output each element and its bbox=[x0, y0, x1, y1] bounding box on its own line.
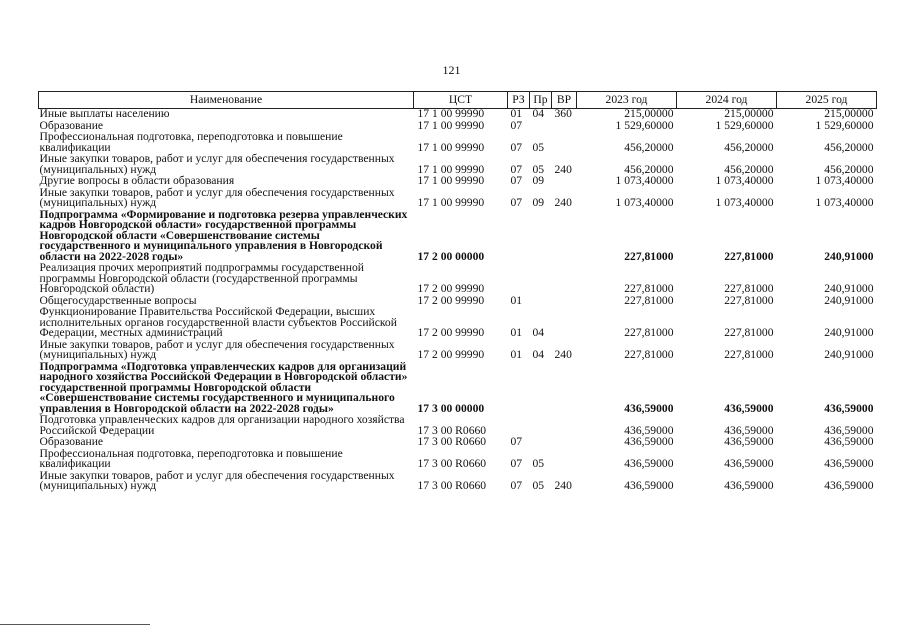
row-cst: 17 1 00 99990 bbox=[417, 107, 485, 120]
row-name: Общегосударственные вопросы bbox=[39, 293, 197, 307]
row-cst: 17 2 00 00000 bbox=[417, 249, 485, 263]
row-name: Иные закупки товаров, работ и услуг для обеспечения государственных (муниципальных) нужд bbox=[39, 152, 395, 176]
row-value-2024: 227,81000 bbox=[724, 348, 774, 361]
table-row bbox=[39, 188, 877, 210]
header-pr: Пр bbox=[530, 92, 552, 109]
row-cst: 17 2 00 99990 bbox=[417, 326, 485, 339]
header-name: Наименование bbox=[39, 92, 414, 109]
row-value-2024: 1 073,40000 bbox=[715, 196, 774, 209]
table-row bbox=[39, 210, 877, 264]
row-rz: 07 bbox=[510, 196, 523, 209]
row-value-2024: 227,81000 bbox=[724, 282, 774, 295]
row-value-2025: 456,20000 bbox=[824, 162, 874, 176]
row-value-2025: 436,59000 bbox=[824, 423, 874, 437]
row-cst: 17 2 00 99990 bbox=[417, 282, 485, 295]
row-pr: 05 bbox=[532, 457, 545, 470]
row-value-2023: 227,81000 bbox=[624, 249, 674, 263]
row-vr bbox=[552, 362, 577, 416]
row-value-2024: 1 073,40000 bbox=[715, 174, 774, 187]
row-name: Функционирование Правительства Российской Федерации, высших исполнительных органов государственной власти субъектов Российской Федерации, местных администраций bbox=[39, 305, 397, 339]
row-value-2025: 436,59000 bbox=[824, 479, 874, 492]
row-name: Профессиональная подготовка, переподготовка и повышение квалификации bbox=[39, 446, 343, 470]
row-value-2025: 456,20000 bbox=[824, 140, 874, 154]
row-pr: 05 bbox=[532, 162, 545, 176]
row-name: Иные выплаты населению bbox=[39, 107, 170, 120]
row-vr bbox=[552, 449, 577, 471]
table-row bbox=[39, 415, 877, 437]
row-cst: 17 2 00 99990 bbox=[417, 293, 485, 307]
table-row bbox=[39, 471, 877, 493]
row-rz: 01 bbox=[510, 348, 523, 361]
row-value-2025: 240,91000 bbox=[824, 282, 874, 295]
row-value-2023: 436,59000 bbox=[624, 479, 674, 492]
row-value-2023: 1 073,40000 bbox=[615, 196, 674, 209]
row-value-2023: 215,00000 bbox=[624, 107, 674, 120]
row-vr bbox=[552, 176, 577, 188]
row-rz: 07 bbox=[510, 435, 523, 448]
row-name: Образование bbox=[39, 118, 104, 132]
row-pr bbox=[530, 296, 552, 308]
row-rz: 07 bbox=[510, 174, 523, 187]
row-name: Подпрограмма «Подготовка управленческих кадров для организаций народного хозяйства Российской Федерации в Новгородской области» государственной программы Новгородской области «Совершенствование системы государственного и муниципального управления в Новгородской области на 2022-2028 годы» bbox=[39, 359, 408, 415]
row-pr bbox=[530, 263, 552, 296]
row-value-2023: 227,81000 bbox=[624, 282, 674, 295]
row-value-2023: 227,81000 bbox=[624, 293, 674, 307]
row-value-2024: 227,81000 bbox=[724, 249, 774, 263]
row-cst: 17 3 00 R0660 bbox=[417, 423, 487, 437]
table-row bbox=[39, 340, 877, 362]
row-value-2023: 456,20000 bbox=[624, 140, 674, 154]
header-2024: 2024 год bbox=[677, 92, 777, 109]
row-rz: 07 bbox=[510, 162, 523, 176]
row-name: Другие вопросы в области образования bbox=[39, 174, 235, 187]
row-rz bbox=[508, 263, 530, 296]
row-name: Подготовка управленческих кадров для организации народного хозяйства Российской Федерации bbox=[39, 413, 405, 437]
row-vr bbox=[552, 263, 577, 296]
table-row bbox=[39, 132, 877, 154]
row-value-2025: 1 073,40000 bbox=[815, 174, 874, 187]
row-value-2024: 436,59000 bbox=[724, 435, 774, 448]
header-2023: 2023 год bbox=[577, 92, 677, 109]
row-rz: 07 bbox=[510, 140, 523, 154]
row-value-2025: 240,91000 bbox=[824, 348, 874, 361]
row-cst: 17 3 00 00000 bbox=[417, 401, 485, 415]
row-value-2024: 1 529,60000 bbox=[715, 118, 774, 132]
row-value-2024: 436,59000 bbox=[724, 423, 774, 437]
row-cst: 17 3 00 R0660 bbox=[417, 435, 487, 448]
row-name: Реализация прочих мероприятий подпрограммы государственной программы Новгородской области (государственной программы Новгородской области) bbox=[39, 261, 364, 295]
row-rz bbox=[508, 210, 530, 264]
row-value-2023: 1 529,60000 bbox=[615, 118, 674, 132]
header-rz: РЗ bbox=[508, 92, 530, 109]
table-row bbox=[39, 362, 877, 416]
row-value-2025: 436,59000 bbox=[824, 457, 874, 470]
row-value-2024: 436,59000 bbox=[724, 401, 774, 415]
row-name: Иные закупки товаров, работ и услуг для обеспечения государственных (муниципальных) нужд bbox=[39, 468, 395, 492]
row-pr: 09 bbox=[532, 196, 545, 209]
row-value-2025: 240,91000 bbox=[824, 326, 874, 339]
table-row bbox=[39, 263, 877, 296]
row-value-2024: 436,59000 bbox=[724, 479, 774, 492]
row-rz bbox=[508, 362, 530, 416]
row-value-2023: 227,81000 bbox=[624, 326, 674, 339]
row-value-2024: 227,81000 bbox=[724, 326, 774, 339]
row-rz: 07 bbox=[510, 118, 523, 132]
row-value-2025: 215,00000 bbox=[824, 107, 874, 120]
row-vr bbox=[552, 296, 577, 308]
row-pr: 09 bbox=[532, 174, 545, 187]
row-value-2025: 1 529,60000 bbox=[815, 118, 874, 132]
row-value-2025: 1 073,40000 bbox=[815, 196, 874, 209]
row-value-2024: 227,81000 bbox=[724, 293, 774, 307]
table-header-row bbox=[39, 92, 877, 109]
row-value-2023: 436,59000 bbox=[624, 435, 674, 448]
row-vr: 240 bbox=[554, 162, 572, 176]
budget-table bbox=[38, 91, 877, 493]
row-vr: 240 bbox=[554, 479, 572, 492]
row-vr: 240 bbox=[554, 196, 572, 209]
row-cst: 17 1 00 99990 bbox=[417, 118, 485, 132]
row-rz bbox=[508, 415, 530, 437]
row-rz: 07 bbox=[510, 479, 523, 492]
row-pr bbox=[530, 121, 552, 133]
row-rz: 07 bbox=[510, 457, 523, 470]
row-vr: 360 bbox=[554, 107, 572, 120]
table-body bbox=[39, 109, 877, 493]
row-rz: 01 bbox=[510, 293, 523, 307]
header-vr: ВР bbox=[552, 92, 577, 109]
table-row bbox=[39, 154, 877, 176]
row-value-2024: 215,00000 bbox=[724, 107, 774, 120]
row-value-2025: 240,91000 bbox=[824, 293, 874, 307]
footnote-divider bbox=[0, 624, 150, 625]
row-cst: 17 1 00 99990 bbox=[417, 196, 485, 209]
row-pr: 04 bbox=[532, 348, 545, 361]
row-pr bbox=[530, 362, 552, 416]
row-cst: 17 1 00 99990 bbox=[417, 140, 485, 154]
row-value-2023: 227,81000 bbox=[624, 348, 674, 361]
row-name: Профессиональная подготовка, переподготовка и повышение квалификации bbox=[39, 130, 343, 154]
row-pr: 04 bbox=[532, 107, 545, 120]
row-cst: 17 1 00 99990 bbox=[417, 162, 485, 176]
row-value-2025: 436,59000 bbox=[824, 401, 874, 415]
table-row bbox=[39, 449, 877, 471]
row-value-2023: 436,59000 bbox=[624, 423, 674, 437]
row-value-2023: 1 073,40000 bbox=[615, 174, 674, 187]
row-vr bbox=[552, 132, 577, 154]
row-value-2024: 456,20000 bbox=[724, 140, 774, 154]
row-name: Подпрограмма «Формирование и подготовка резерва управленческих кадров Новгородской области» государственной программы Новгородской области «Совершенствование системы государственного и муниципального управления в Новгородской области на 2022-2028 годы» bbox=[39, 207, 408, 263]
row-rz: 01 bbox=[510, 107, 523, 120]
row-pr bbox=[530, 437, 552, 449]
row-pr: 05 bbox=[532, 140, 545, 154]
row-cst: 17 3 00 R0660 bbox=[417, 479, 487, 492]
row-vr: 240 bbox=[554, 348, 572, 361]
row-vr bbox=[552, 210, 577, 264]
row-vr bbox=[552, 121, 577, 133]
row-value-2023: 436,59000 bbox=[624, 401, 674, 415]
row-value-2025: 240,91000 bbox=[824, 249, 874, 263]
row-value-2025: 436,59000 bbox=[824, 435, 874, 448]
row-name: Образование bbox=[39, 435, 104, 448]
row-vr bbox=[552, 307, 577, 340]
page-number: 121 bbox=[442, 63, 461, 77]
row-name: Иные закупки товаров, работ и услуг для обеспечения государственных (муниципальных) нужд bbox=[39, 185, 395, 209]
row-value-2023: 456,20000 bbox=[624, 162, 674, 176]
header-cst: ЦСТ bbox=[414, 92, 508, 109]
row-cst: 17 1 00 99990 bbox=[417, 174, 485, 187]
row-cst: 17 3 00 R0660 bbox=[417, 457, 487, 470]
row-cst: 17 2 00 99990 bbox=[417, 348, 485, 361]
row-name: Иные закупки товаров, работ и услуг для обеспечения государственных (муниципальных) нужд bbox=[39, 337, 395, 361]
row-value-2024: 456,20000 bbox=[724, 162, 774, 176]
row-value-2024: 436,59000 bbox=[724, 457, 774, 470]
row-rz: 01 bbox=[510, 326, 523, 339]
row-pr bbox=[530, 210, 552, 264]
header-2025: 2025 год bbox=[777, 92, 877, 109]
row-value-2023: 436,59000 bbox=[624, 457, 674, 470]
table-row bbox=[39, 307, 877, 340]
row-pr bbox=[530, 415, 552, 437]
row-pr: 04 bbox=[532, 326, 545, 339]
row-pr: 05 bbox=[532, 479, 545, 492]
row-vr bbox=[552, 437, 577, 449]
row-vr bbox=[552, 415, 577, 437]
